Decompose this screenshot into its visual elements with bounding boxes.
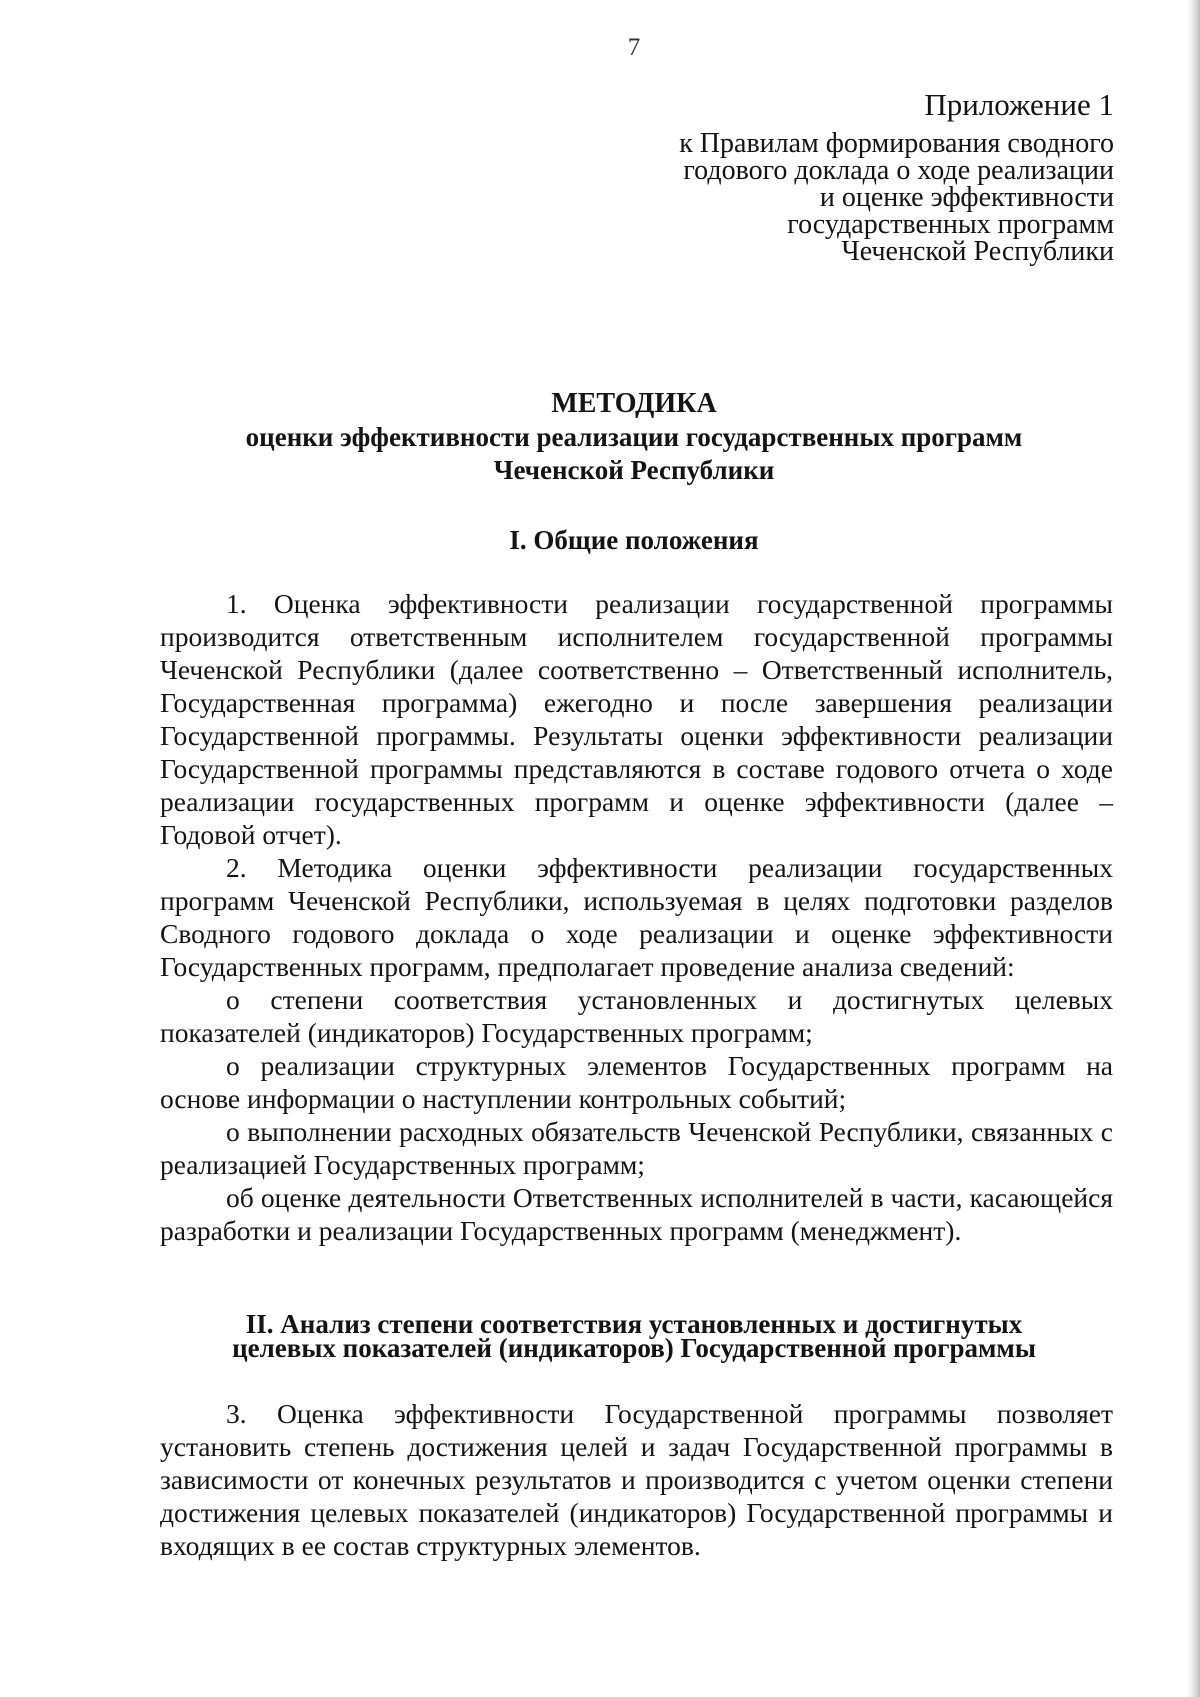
section-2-heading [0,1309,1200,1363]
section-1-heading: I. Общие положения [509,525,759,555]
subtitle-line: Чеченской Республики [493,455,775,485]
paragraph: 2. Методика оценки эффективности реализации государственных программ Чеченской Республики, используемая в целях подготовки разделов Сводного годового доклада о ходе реализации и оценке эффективности Государственных программ, предполагает проведение анализа сведений: [160,852,1113,982]
paragraph: о степени соответствия установленных и достигнутых целевых показателей (индикаторов) Государственных программ; [160,984,1113,1048]
paragraph: об оценке деятельности Ответственных исполнителей в части, касающейся разработки и реализации Государственных программ (менеджмент). [160,1182,1113,1246]
section-2-heading-line: II. Анализ степени соответствия установленных и достигнутых [245,1309,1023,1339]
appendix-line: Чеченской Республики [841,236,1114,267]
paragraph: 3. Оценка эффективности Государственной программы позволяет установить степень достижения целей и задач Государственной программы в зависимости от конечных результатов и производится с учетом оценки степени достижения целевых показателей (индикаторов) Государственной программы и входящих в ее состав структурных элементов. [160,1398,1113,1561]
appendix-line: и оценке эффективности [819,182,1114,213]
appendix-line: годового доклада о ходе реализации [683,155,1114,186]
paragraph: о реализации структурных элементов Государственных программ на основе информации о наступлении контрольных событий; [160,1050,1113,1114]
appendix-reference [679,130,1114,265]
section-2-heading-line: целевых показателей (индикаторов) Государственной программы [232,1333,1036,1363]
document-subtitle [0,421,1200,487]
section-1-body [160,587,1113,1247]
document-title: МЕТОДИКА [551,388,717,419]
paragraph: 1. Оценка эффективности реализации государственной программы производится ответственным исполнителем государственной программы Чеченской Республики (далее соответственно – Ответственный исполнитель, Государственная программа) ежегодно и после завершения реализации Государственной программы. Результаты оценки эффективности реализации Государственной программы представляются в составе годового отчета о ходе реализации государственных программ и оценке эффективности (далее – Годовой отчет). [160,588,1113,850]
paragraph: о выполнении расходных обязательств Чеченской Республики, связанных с реализацией Государственных программ; [160,1116,1113,1180]
section-2-body [160,1397,1113,1562]
page-number: 7 [627,34,641,61]
appendix-line: государственных программ [787,209,1114,240]
subtitle-line: оценки эффективности реализации государственных программ [245,422,1023,452]
scan-edge-shadow [1186,0,1200,1697]
appendix-title: Приложение 1 [924,87,1114,122]
appendix-line: к Правилам формирования сводного [679,128,1114,159]
